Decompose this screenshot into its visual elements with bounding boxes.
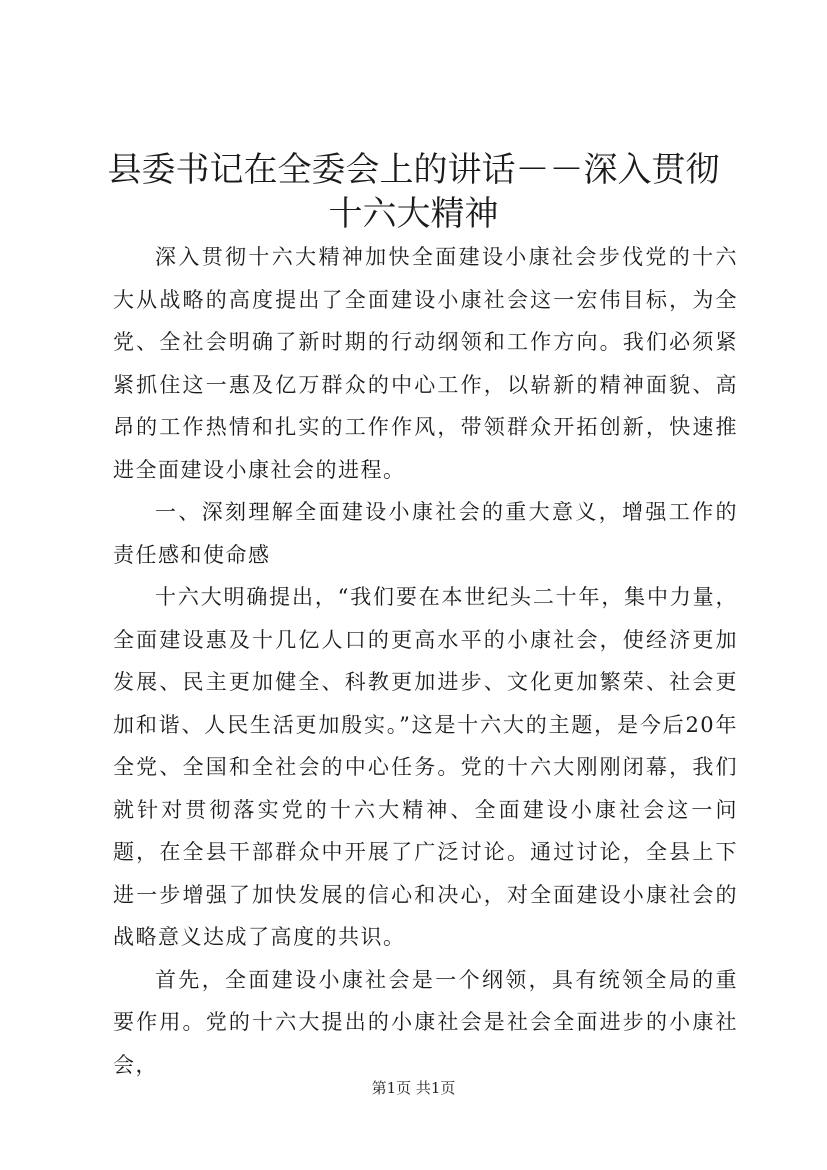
paragraph-first-point: 首先，全面建设小康社会是一个纲领，具有统领全局的重要作用。党的十六大提出的小康社会是社会全面进步的小康社会， xyxy=(113,967,738,1077)
paragraph-section-1: 十六大明确提出，“我们要在本世纪头二十年，集中力量，全面建设惠及十几亿人口的更高水平的小康社会，使经济更加发展、民主更加健全、科教更加进步、文化更加繁荣、社会更加和谐、人民生活更加殷实。”这是十六大的主题，是今后20年全党、全国和全社会的中心任务。党的十六大刚刚闭幕，我们就针对贯彻落实党的十六大精神、全面建设小康社会这一问题，在全县干部群众中开展了广泛讨论。通过讨论，全县上下进一步增强了加快发展的信心和决心，对全面建设小康社会的战略意义达成了高度的共识。 xyxy=(113,585,738,949)
document-title: 县委书记在全委会上的讲话－－深入贯彻十六大精神 xyxy=(107,150,720,234)
paragraph-intro: 深入贯彻十六大精神加快全面建设小康社会步伐党的十六大从战略的高度提出了全面建设小康社会这一宏伟目标，为全党、全社会明确了新时期的行动纲领和工作方向。我们必须紧紧抓住这一惠及亿万群众的中心工作，以崭新的精神面貌、高昂的工作热情和扎实的工作作风，带领群众开拓创新，快速推进全面建设小康社会的进程。 xyxy=(113,245,738,482)
page-number-footer: 第1页 共1页 xyxy=(371,1079,456,1097)
section-heading-1: 一、深刻理解全面建设小康社会的重大意义，增强工作的责任感和使命感 xyxy=(113,500,738,567)
document-body xyxy=(113,236,738,1086)
